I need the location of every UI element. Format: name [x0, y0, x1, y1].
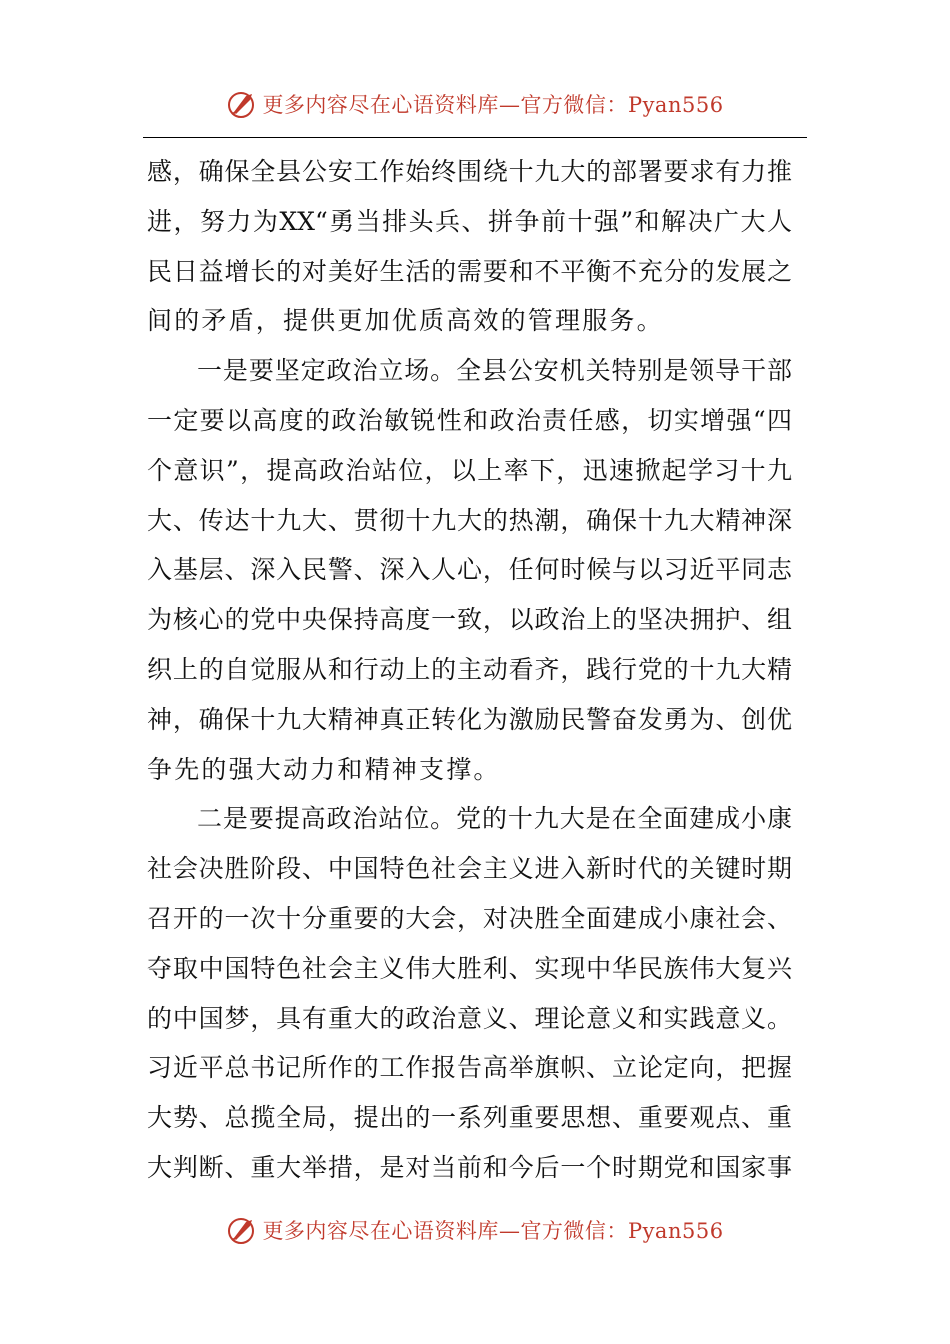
text-line: 神，确保十九大精神真正转化为激励民警奋发勇为、创优: [147, 704, 792, 734]
header-banner-dash: —: [498, 93, 521, 117]
text-line: 社会决胜阶段、中国特色社会主义进入新时代的关键时期: [147, 854, 792, 884]
text-line: 的中国梦，具有重大的政治意义、理论意义和实践意义。: [147, 1003, 792, 1033]
text-line: 间的矛盾，提供更加优质高效的管理服务。: [147, 306, 664, 336]
footer-banner-text: [262, 1215, 723, 1245]
header-banner-official: 官方微信：: [520, 93, 628, 117]
text-line: 大判断、重大举措，是对当前和今后一个时期党和国家事: [147, 1152, 792, 1182]
text-line: 夺取中国特色社会主义伟大胜利、实现中华民族伟大复兴: [147, 953, 792, 983]
pen-nib-logo-icon: [226, 1214, 258, 1246]
text-line: 大、传达十九大、贯彻十九大的热潮，确保十九大精神深: [147, 505, 792, 535]
text-line: 进，努力为XX“勇当排头兵、拼争前十强”和解决广大人: [147, 206, 792, 236]
header-banner: [0, 84, 950, 124]
text-line: 个意识”，提高政治站位，以上率下，迅速掀起学习十九: [147, 455, 792, 485]
text-line: 织上的自觉服从和行动上的主动看齐，践行党的十九大精: [147, 654, 792, 684]
footer-banner-main: 更多内容尽在心语资料库: [262, 1219, 499, 1243]
header-banner-main: 更多内容尽在心语资料库: [262, 93, 499, 117]
document-body: [147, 147, 792, 1193]
pen-nib-logo-icon: [226, 88, 258, 120]
text-line: 一定要以高度的政治敏锐性和政治责任感，切实增强“四: [147, 405, 792, 435]
footer-banner-official: 官方微信：: [520, 1219, 628, 1243]
text-line: 为核心的党中央保持高度一致，以政治上的坚决拥护、组: [147, 605, 792, 635]
text-line: 习近平总书记所作的工作报告高举旗帜、立论定向，把握: [147, 1053, 792, 1083]
text-line: 争先的强大动力和精神支撑。: [147, 754, 501, 784]
text-line: 入基层、深入民警、深入人心，任何时候与以习近平同志: [147, 555, 792, 585]
text-line: 感，确保全县公安工作始终围绕十九大的部署要求有力推: [147, 157, 792, 186]
footer-banner-wechat-id: Pyan556: [627, 1219, 724, 1243]
footer-banner: [0, 1210, 950, 1250]
paragraph-first-line: 一是要坚定政治立场。全县公安机关特别是领导干部: [197, 356, 792, 386]
text-line: 民日益增长的对美好生活的需要和不平衡不充分的发展之: [147, 256, 792, 286]
text-line: 召开的一次十分重要的大会，对决胜全面建成小康社会、: [147, 903, 792, 933]
header-banner-wechat-id: Pyan556: [627, 93, 724, 117]
text-line: 大势、总揽全局，提出的一系列重要思想、重要观点、重: [147, 1103, 792, 1133]
paragraph-first-line: 二是要提高政治站位。党的十九大是在全面建成小康: [197, 804, 792, 834]
footer-banner-dash: —: [498, 1219, 521, 1243]
header-banner-text: [262, 89, 723, 119]
header-divider: [143, 137, 807, 138]
